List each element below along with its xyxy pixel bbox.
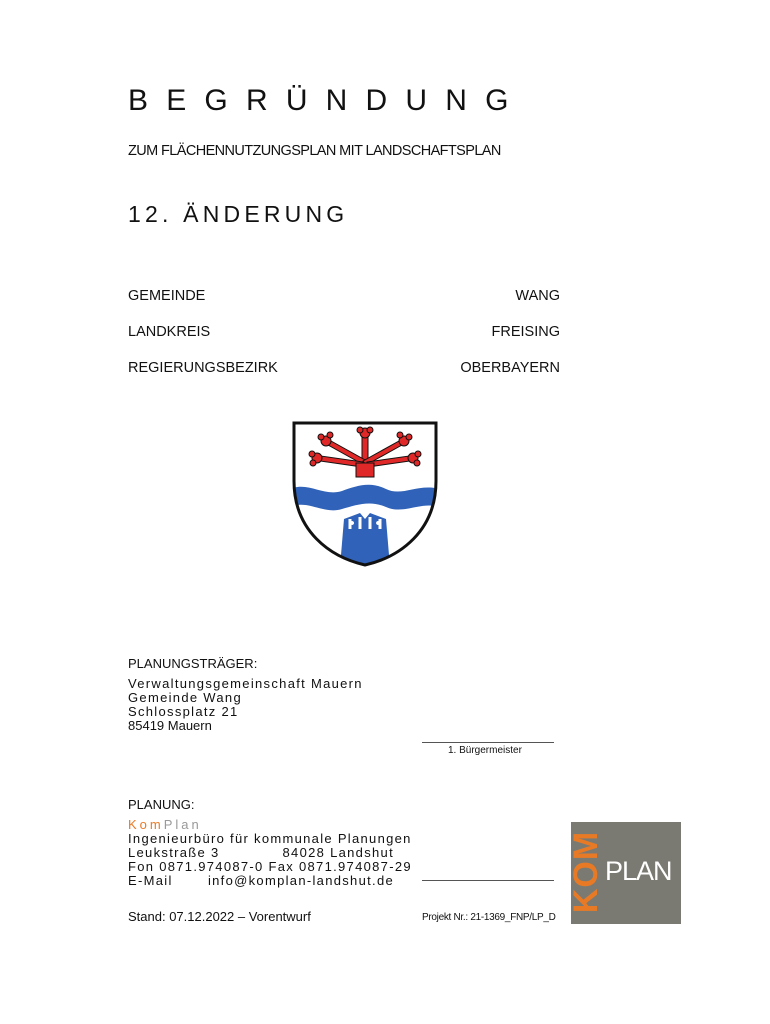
signature-line-mayor — [422, 742, 554, 743]
komplan-brand-text: KomPlan — [128, 817, 202, 832]
document-title: BEGRÜNDUNG — [128, 84, 527, 117]
meta-label-landkreis: LANDKREIS — [128, 324, 211, 340]
authority-line: Schlossplatz 21 — [128, 704, 239, 719]
amendment-heading: 12. ÄNDERUNG — [128, 201, 349, 227]
signature-line-planner — [422, 880, 554, 881]
komplan-logo: KOM PLAN — [571, 822, 681, 924]
planning-authority-block — [128, 657, 363, 733]
coat-of-arms-icon — [290, 419, 440, 569]
planning-heading: PLANUNG: — [128, 797, 195, 812]
signature-caption-mayor: 1. Bürgermeister — [448, 745, 522, 756]
office-address: Leukstraße 3 84028 Landshut — [128, 845, 394, 860]
meta-label-regierungsbezirk: REGIERUNGSBEZIRK — [128, 360, 278, 376]
project-number: Projekt Nr.: 21-1369_FNP/LP_D — [422, 912, 556, 923]
meta-label-gemeinde: GEMEINDE — [128, 288, 206, 304]
planning-authority-heading: PLANUNGSTRÄGER: — [128, 656, 258, 671]
authority-line: Gemeinde Wang — [128, 690, 242, 705]
authority-line: 85419 Mauern — [128, 718, 212, 733]
meta-value-gemeinde: WANG — [515, 288, 560, 304]
planning-office-block — [128, 798, 412, 888]
meta-value-landkreis: FREISING — [491, 324, 560, 340]
office-line: Ingenieurbüro für kommunale Planungen — [128, 831, 412, 846]
office-email-row: E-Mail info@komplan-landshut.de — [128, 873, 394, 888]
office-email: info@komplan-landshut.de — [207, 873, 394, 888]
authority-line: Verwaltungsgemeinschaft Mauern — [128, 676, 363, 691]
document-subtitle: ZUM FLÄCHENNUTZUNGSPLAN MIT LANDSCHAFTSPLAN — [128, 143, 501, 159]
office-phone: Fon 0871.974087-0 Fax 0871.974087-29 — [128, 859, 412, 874]
document-status: Stand: 07.12.2022 – Vorentwurf — [128, 909, 311, 924]
meta-value-regierungsbezirk: OBERBAYERN — [460, 360, 560, 376]
